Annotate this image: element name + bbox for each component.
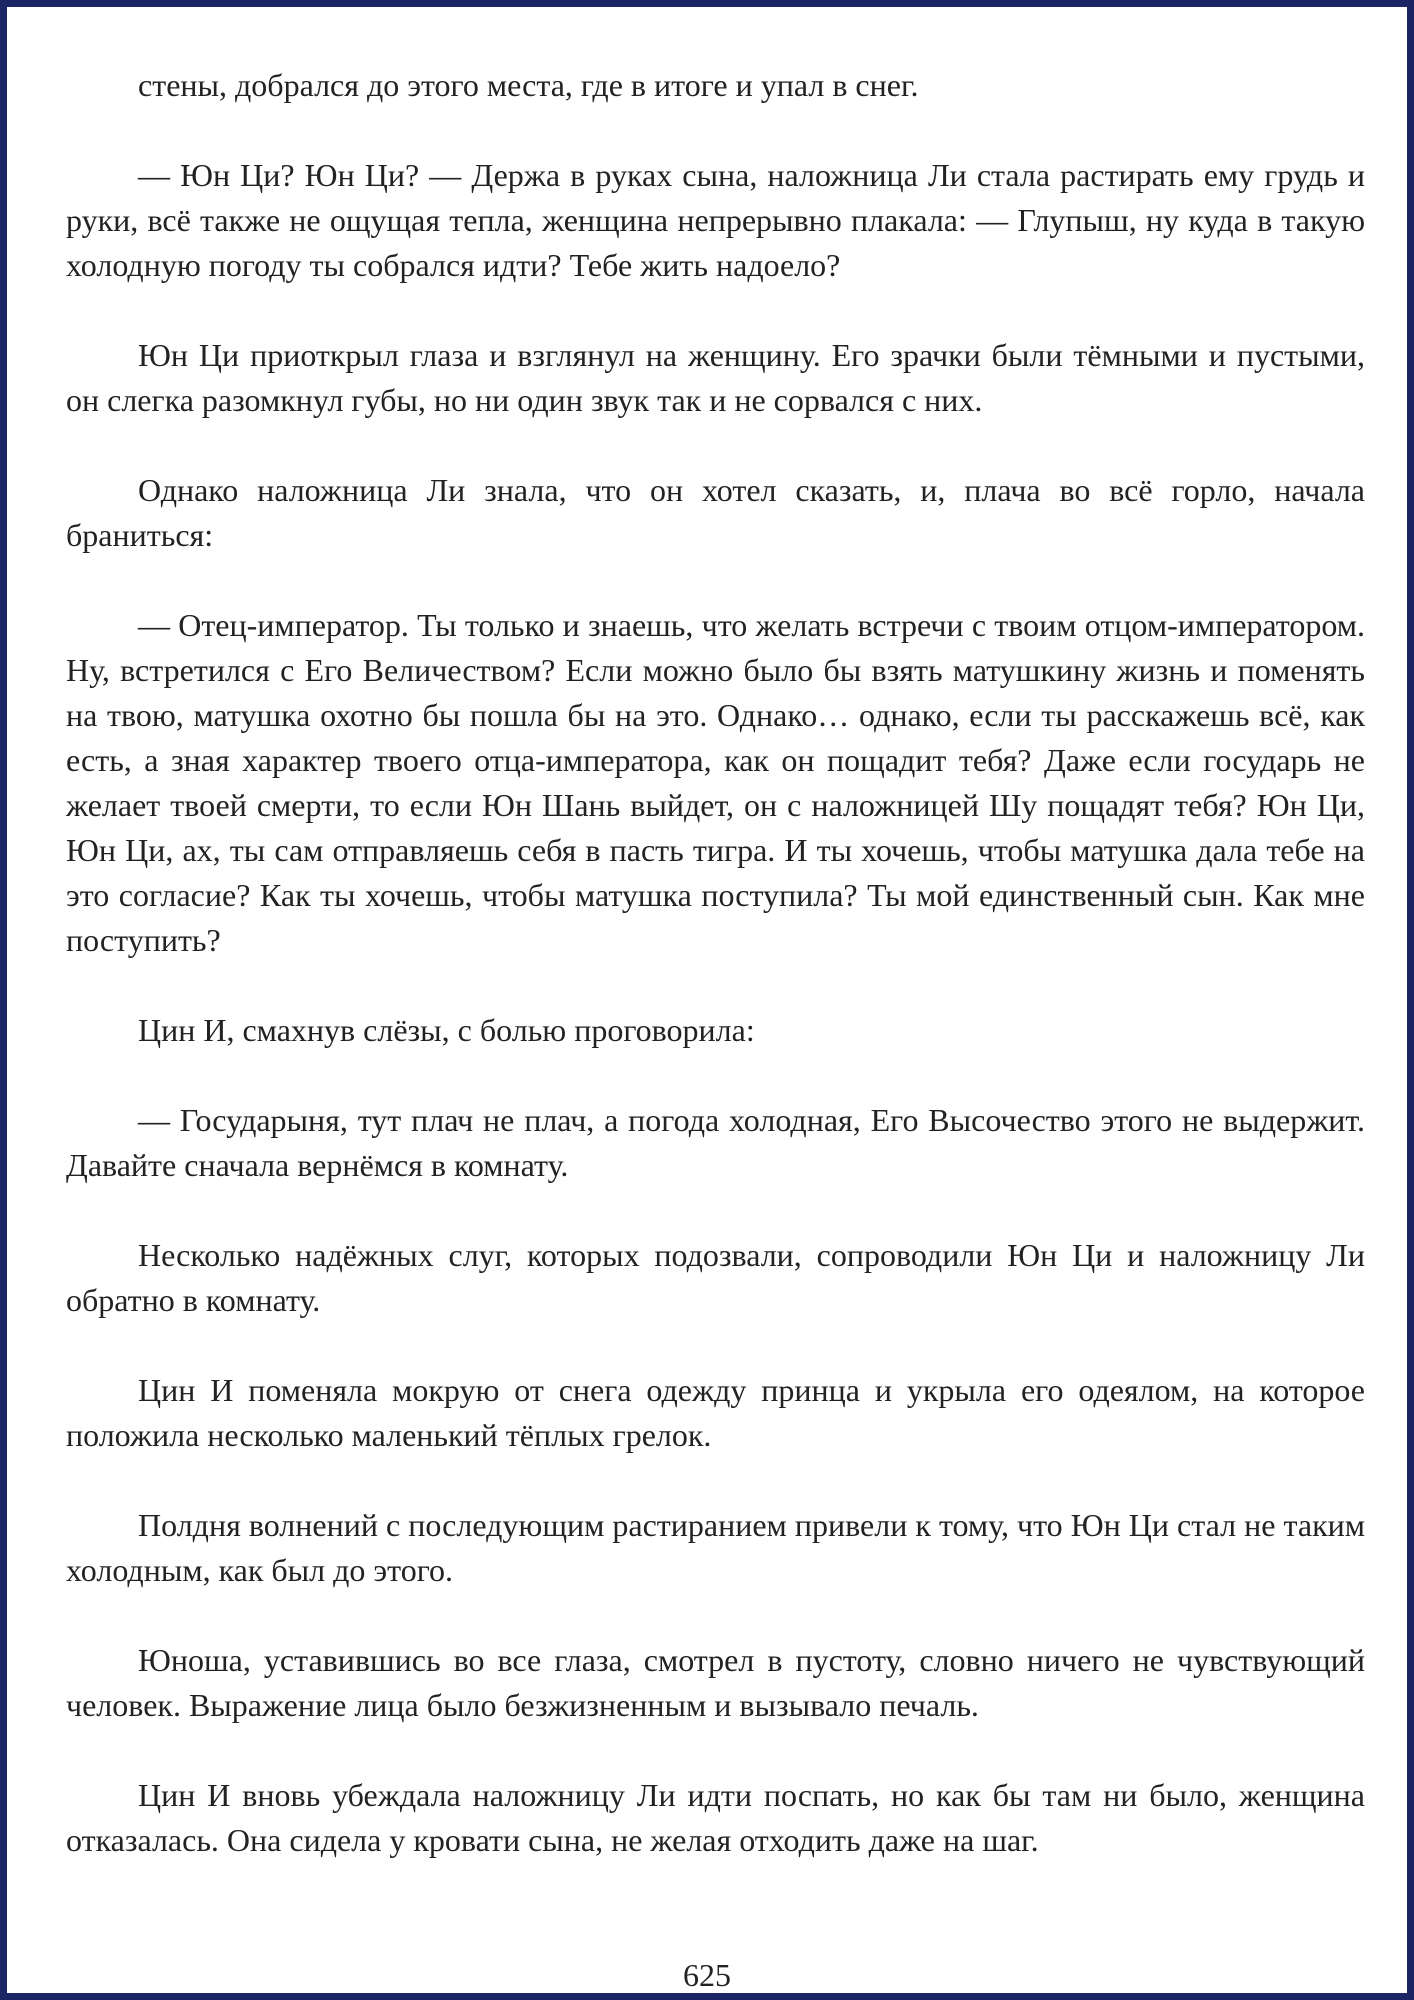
paragraph-11: Юноша, уставившись во все глаза, смотрел в пустоту, словно ничего не чувствующий человек. Выражение лица было безжизненным и вызывало печаль. <box>66 1642 1365 1723</box>
paragraph-6: Цин И, смахнув слёзы, с болью проговорила: <box>138 1012 755 1048</box>
paragraph-7: — Государыня, тут плач не плач, а погода холодная, Его Высочество этого не выдержит. Давайте сначала вернёмся в комнату. <box>66 1102 1365 1183</box>
paragraph-12: Цин И вновь убеждала наложницу Ли идти поспать, но как бы там ни было, женщина отказалась. Она сидела у кровати сына, не желая отходить даже на шаг. <box>66 1777 1365 1858</box>
paragraph-2: — Юн Ци? Юн Ци? — Держа в руках сына, наложница Ли стала растирать ему грудь и руки, всё также не ощущая тепла, женщина непрерывно плакала: — Глупыш, ну куда в такую холодную погоду ты собрался идти? Тебе жить надоело? <box>66 157 1365 283</box>
paragraph-5: — Отец-император. Ты только и знаешь, что желать встречи с твоим отцом-императором. Ну, встретился с Его Величеством? Если можно было бы взять матушкину жизнь и поменять на твою, матушка охотно бы пошла бы на это. Однако… однако, если ты расскажешь всё, как есть, а зная характер твоего отца-императора, как он пощадит тебя? Даже если государь не желает твоей смерти, то если Юн Шань выйдет, он с наложницей Шу пощадят тебя? Юн Ци, Юн Ци, ах, ты сам отправляешь себя в пасть тигра. И ты хочешь, чтобы матушка дала тебе на это согласие? Как ты хочешь, чтобы матушка поступила? Ты мой единственный сын. Как мне поступить? <box>66 607 1365 958</box>
page-text-body <box>66 63 1365 1863</box>
page-number: 625 <box>683 1957 731 1993</box>
paragraph-1: стены, добрался до этого места, где в итоге и упал в снег. <box>138 67 919 103</box>
paragraph-9: Цин И поменяла мокрую от снега одежду принца и укрыла его одеялом, на которое положила несколько маленький тёплых грелок. <box>66 1372 1365 1453</box>
paragraph-10: Полдня волнений с последующим растиранием привели к тому, что Юн Ци стал не таким холодным, как был до этого. <box>66 1507 1365 1588</box>
paragraph-8: Несколько надёжных слуг, которых подозвали, сопроводили Юн Ци и наложницу Ли обратно в комнату. <box>66 1237 1365 1318</box>
paragraph-3: Юн Ци приоткрыл глаза и взглянул на женщину. Его зрачки были тёмными и пустыми, он слегка разомкнул губы, но ни один звук так и не сорвался с них. <box>66 337 1365 418</box>
paragraph-4: Однако наложница Ли знала, что он хотел сказать, и, плача во всё горло, начала браниться: <box>66 472 1365 553</box>
